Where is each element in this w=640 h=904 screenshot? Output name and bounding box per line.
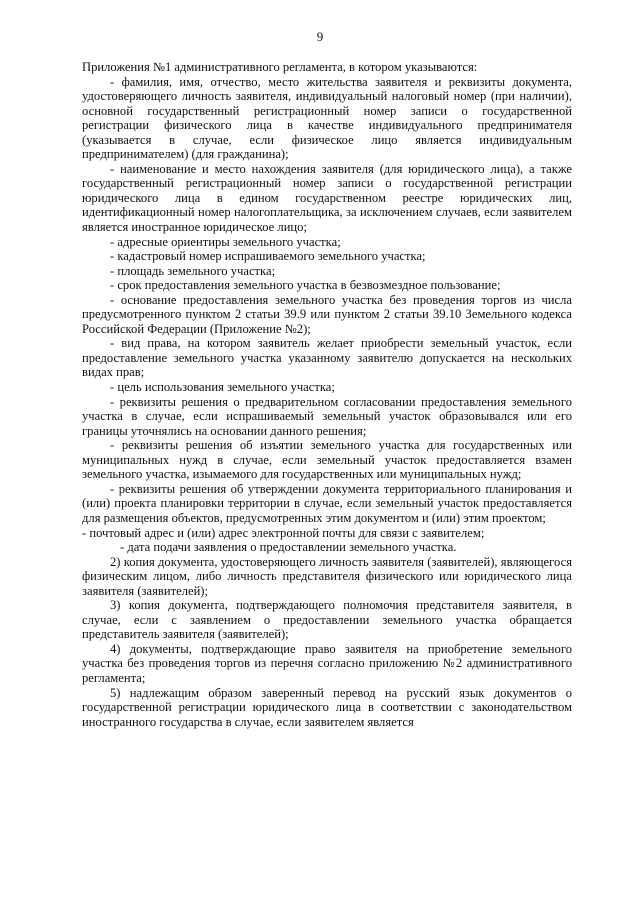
paragraph: - срок предоставления земельного участка в безвозмездное пользование; [110, 278, 501, 293]
paragraph: 5) надлежащим образом заверенный перевод на русский язык документов о государственной регистрации юридического лица в соответствии с законодательством иностранного государства в случае, если заявителем является [82, 685, 572, 729]
document-body [82, 60, 572, 729]
paragraph: - реквизиты решения о предварительном согласовании предоставления земельного участка в случае, если испрашиваемый земельный участок образовывался или его границы уточнялись на основании данного решения; [82, 394, 572, 438]
paragraph: - площадь земельного участка; [110, 263, 276, 278]
paragraph: - реквизиты решения об изъятии земельного участка для государственных или муниципальных нужд в случае, если земельный участок предоставляется взамен земельного участка, изымаемого для государственных или муниципальных нужд; [82, 438, 572, 482]
paragraph: - реквизиты решения об утверждении документа территориального планирования и (или) проекта планировки территории в случае, если земельный участок предоставляется для размещения объектов, предусмотренных этим документом и (или) этим проектом; [82, 481, 572, 525]
paragraph: - основание предоставления земельного участка без проведения торгов из числа предусмотренного пунктом 2 статьи 39.9 или пунктом 2 статьи 39.10 Земельного кодекса Российской Федерации (Приложение №2); [82, 292, 572, 336]
paragraph: - почтовый адрес и (или) адрес электронной почты для связи с заявителем; [82, 525, 485, 540]
paragraph: 4) документы, подтверждающие право заявителя на приобретение земельного участка без проведения торгов из перечня согласно приложению №2 административного регламента; [82, 641, 572, 685]
paragraph: - цель использования земельного участка; [110, 380, 335, 395]
paragraph: - кадастровый номер испрашиваемого земельного участка; [110, 249, 426, 264]
paragraph: - наименование и место нахождения заявителя (для юридического лица), а также государственный регистрационный номер записи о государственной регистрации юридического лица в едином государственном реестре юридических лиц, идентификационный номер налогоплательщика, за исключением случаев, если заявителем является иностранное юридическое лицо; [82, 161, 572, 235]
paragraph: - фамилия, имя, отчество, место жительства заявителя и реквизиты документа, удостоверяющего личность заявителя, индивидуальный налоговый номер (при наличии), основной государственный регистрационный номер записи о государственной регистрации физического лица в качестве индивидуального предпринимателя (указывается в случае, если физическое лицо является индивидуальным предпринимателем) (для гражданина); [82, 74, 572, 162]
paragraph: 2) копия документа, удостоверяющего личность заявителя (заявителей), являющегося физическим лицом, либо личность представителя физического или юридического лица заявителя (заявителей); [82, 554, 572, 598]
page-number: 9 [316, 29, 324, 44]
paragraph: - адресные ориентиры земельного участка; [110, 234, 341, 249]
paragraph: - вид права, на котором заявитель желает приобрести земельный участок, если предоставление земельного участка указанному заявителю допускается на нескольких видах прав; [82, 336, 572, 380]
paragraph: - дата подачи заявления о предоставлении земельного участка. [120, 540, 457, 555]
paragraph: 3) копия документа, подтверждающего полномочия представителя заявителя, в случае, если с заявлением о предоставлении земельного участка обращается представитель заявителя (заявителей); [82, 598, 572, 642]
paragraph: Приложения №1 административного регламента, в котором указываются: [82, 60, 478, 74]
